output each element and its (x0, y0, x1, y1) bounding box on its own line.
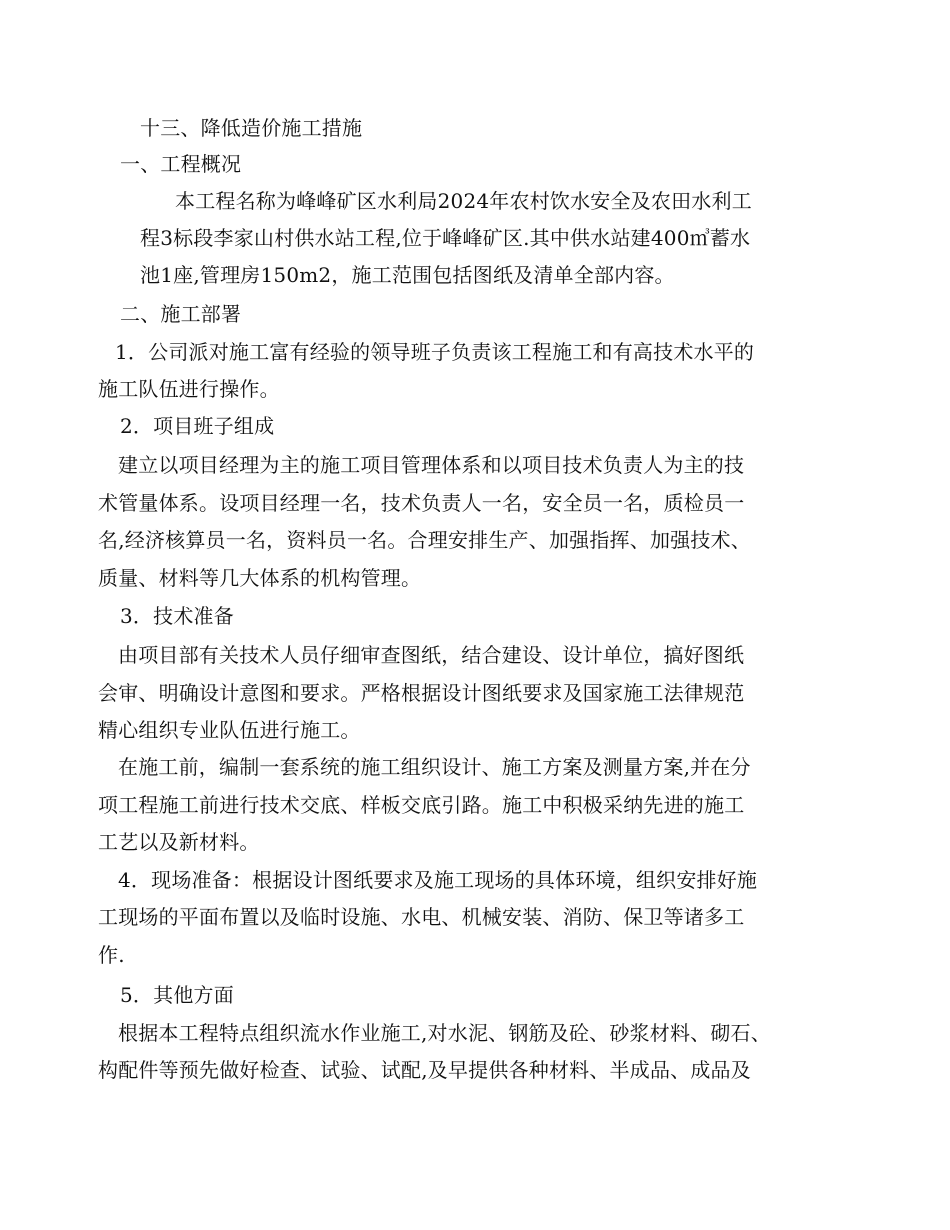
paragraph-4-line-2: 项工程施工前进行技术交底、样板交底引路。施工中积极采纳先进的施工 (98, 793, 745, 817)
paragraph-6-line-2: 构配件等预先做好检查、试验、试配,及早提供各种材料、半成品、成品及 (98, 1058, 751, 1082)
overview-line-3: 池1座,管理房150m2，施工范围包括图纸及清单全部内容。 (140, 263, 675, 287)
heading-project-team: 2．项目班子组成 (120, 414, 275, 438)
paragraph-6-line-1: 根据本工程特点组织流水作业施工,对水泥、钢筋及砼、砂浆材料、砌石、 (118, 1021, 771, 1045)
paragraph-2-line-4: 质量、材料等几大体系的机构管理。 (98, 566, 422, 590)
heading-other-aspects: 5．其他方面 (120, 983, 234, 1007)
paragraph-5-line-2: 工现场的平面布置以及临时设施、水电、机械安装、消防、保卫等诸多工 (98, 905, 745, 929)
overview-line-1: 本工程名称为峰峰矿区水利局2024年农村饮水安全及农田水利工 (175, 189, 752, 213)
paragraph-2-line-1: 建立以项目经理为主的施工项目管理体系和以项目技术负责人为主的技 (118, 453, 745, 477)
section-title: 十三、降低造价施工措施 (140, 116, 363, 140)
paragraph-4-line-1: 在施工前，编制一套系统的施工组织设计、施工方案及测量方案,并在分 (118, 755, 751, 779)
paragraph-5-line-1: 4．现场准备：根据设计图纸要求及施工现场的具体环境，组织安排好施 (118, 868, 758, 892)
paragraph-1-line-2: 施工队伍进行操作。 (98, 377, 280, 401)
paragraph-2-line-2: 术管量体系。设项目经理一名，技术负责人一名，安全员一名，质检员一 (98, 491, 745, 515)
paragraph-1-line-1: 1．公司派对施工富有经验的领导班子负责该工程施工和有高技术水平的 (115, 340, 755, 364)
heading-overview: 一、工程概况 (120, 152, 242, 176)
heading-technical-preparation: 3．技术准备 (120, 604, 234, 628)
overview-line-2: 程3标段李家山村供水站工程,位于峰峰矿区.其中供水站建400㎥蓄水 (140, 226, 751, 250)
heading-deployment: 二、施工部署 (120, 302, 242, 326)
paragraph-5-line-3: 作. (98, 943, 125, 967)
paragraph-4-line-3: 工艺以及新材料。 (98, 830, 260, 854)
paragraph-3-line-2: 会审、明确设计意图和要求。严格根据设计图纸要求及国家施工法律规范 (98, 681, 745, 705)
paragraph-3-line-3: 精心组织专业队伍进行施工。 (98, 718, 361, 742)
paragraph-2-line-3: 名,经济核算员一名，资料员一名。合理安排生产、加强指挥、加强技术、 (98, 528, 751, 552)
paragraph-3-line-1: 由项目部有关技术人员仔细审查图纸，结合建设、设计单位，搞好图纸 (118, 643, 745, 667)
